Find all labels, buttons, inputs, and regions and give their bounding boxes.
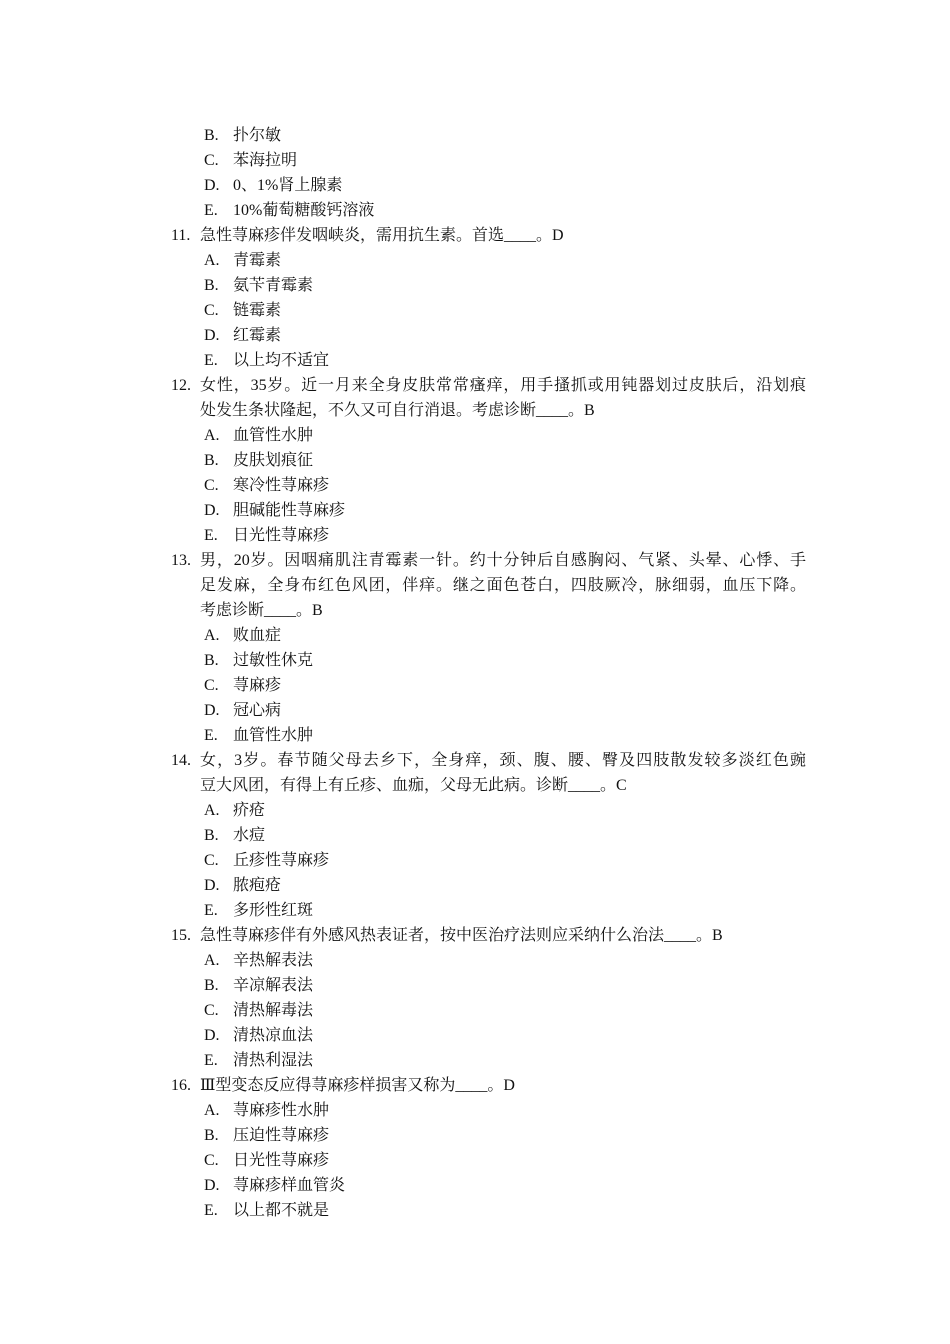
option-row <box>0 673 950 698</box>
option-letter: C. <box>204 852 219 869</box>
question-text: 女，3岁。春节随父母去乡下，全身痒，颈、腹、腰、臀及四肢散发较多淡红色豌 <box>200 752 806 769</box>
option-text: 氨苄青霉素 <box>233 277 314 294</box>
option-row <box>0 1098 950 1123</box>
question-number: 11. <box>171 227 191 244</box>
option-row <box>0 348 950 373</box>
option-letter: D. <box>204 1177 220 1194</box>
option-letter: A. <box>204 952 220 969</box>
option-text: 红霉素 <box>233 327 282 344</box>
question-text: 豆大风团，有得上有丘疹、血痂，父母无此病。诊断____。C <box>200 777 627 794</box>
document-page <box>0 123 950 1223</box>
option-letter: B. <box>204 652 219 669</box>
question-line <box>0 923 950 948</box>
option-letter: D. <box>204 177 220 194</box>
option-text: 以上都不就是 <box>233 1202 330 1219</box>
option-letter: C. <box>204 1152 219 1169</box>
option-text: 荨麻疹 <box>233 677 282 694</box>
option-row <box>0 1123 950 1148</box>
option-letter: E. <box>204 527 218 544</box>
option-text: 疥疮 <box>233 802 266 819</box>
option-row <box>0 123 950 148</box>
option-letter: B. <box>204 277 219 294</box>
option-letter: D. <box>204 327 220 344</box>
question-line <box>0 598 950 623</box>
option-letter: E. <box>204 352 218 369</box>
option-letter: B. <box>204 127 219 144</box>
option-letter: E. <box>204 1202 218 1219</box>
question-line <box>0 573 950 598</box>
option-text: 日光性荨麻疹 <box>233 527 330 544</box>
question-text: 急性荨麻疹伴有外感风热表证者，按中医治疗法则应采纳什么治法____。B <box>200 927 723 944</box>
option-text: 胆碱能性荨麻疹 <box>233 502 346 519</box>
option-row <box>0 248 950 273</box>
question-text: 处发生条状隆起，不久又可自行消退。考虑诊断____。B <box>200 402 595 419</box>
question-text: 急性荨麻疹伴发咽峡炎，需用抗生素。首选____。D <box>200 227 564 244</box>
question-text: 足发麻，全身布红色风团，伴痒。继之面色苍白，四肢厥冷，脉细弱，血压下降。 <box>200 577 806 594</box>
option-letter: A. <box>204 802 220 819</box>
option-row <box>0 273 950 298</box>
option-text: 日光性荨麻疹 <box>233 1152 330 1169</box>
question-text: Ⅲ型变态反应得荨麻疹样损害又称为____。D <box>200 1077 515 1094</box>
option-row <box>0 1023 950 1048</box>
option-letter: C. <box>204 152 219 169</box>
question-number: 13. <box>171 552 191 569</box>
option-letter: D. <box>204 702 220 719</box>
question-number: 16. <box>171 1077 191 1094</box>
question-line <box>0 223 950 248</box>
question-number: 12. <box>171 377 191 394</box>
option-letter: D. <box>204 877 220 894</box>
question-line <box>0 398 950 423</box>
option-row <box>0 1173 950 1198</box>
option-letter: A. <box>204 252 220 269</box>
option-text: 皮肤划痕征 <box>233 452 314 469</box>
option-row <box>0 973 950 998</box>
option-letter: A. <box>204 1102 220 1119</box>
option-row <box>0 298 950 323</box>
question-text: 男，20岁。因咽痛肌注青霉素一针。约十分钟后自感胸闷、气紧、头晕、心悸、手 <box>200 552 806 569</box>
option-row <box>0 173 950 198</box>
question-text: 考虑诊断____。B <box>200 602 323 619</box>
option-text: 荨麻疹样血管炎 <box>233 1177 346 1194</box>
option-row <box>0 473 950 498</box>
option-row <box>0 323 950 348</box>
option-row <box>0 523 950 548</box>
option-row <box>0 648 950 673</box>
option-row <box>0 798 950 823</box>
option-letter: C. <box>204 1002 219 1019</box>
option-row <box>0 448 950 473</box>
option-row <box>0 1048 950 1073</box>
option-text: 脓疱疮 <box>233 877 282 894</box>
option-letter: E. <box>204 1052 218 1069</box>
option-row <box>0 148 950 173</box>
option-letter: D. <box>204 1027 220 1044</box>
question-line <box>0 773 950 798</box>
option-row <box>0 998 950 1023</box>
option-text: 压迫性荨麻疹 <box>233 1127 330 1144</box>
option-text: 血管性水肿 <box>233 427 314 444</box>
option-text: 水痘 <box>233 827 266 844</box>
option-letter: C. <box>204 677 219 694</box>
option-text: 过敏性休克 <box>233 652 314 669</box>
option-text: 辛热解表法 <box>233 952 314 969</box>
option-row <box>0 698 950 723</box>
option-row <box>0 948 950 973</box>
question-line <box>0 1073 950 1098</box>
option-text: 清热利湿法 <box>233 1052 314 1069</box>
option-text: 扑尔敏 <box>233 127 282 144</box>
option-row <box>0 873 950 898</box>
option-text: 辛凉解表法 <box>233 977 314 994</box>
option-row <box>0 898 950 923</box>
option-letter: D. <box>204 502 220 519</box>
option-text: 多形性红斑 <box>233 902 314 919</box>
option-letter: A. <box>204 427 220 444</box>
option-letter: E. <box>204 727 218 744</box>
option-row <box>0 1198 950 1223</box>
option-letter: B. <box>204 977 219 994</box>
option-text: 0、1%肾上腺素 <box>233 177 343 194</box>
option-row <box>0 848 950 873</box>
option-text: 清热解毒法 <box>233 1002 314 1019</box>
option-row <box>0 723 950 748</box>
option-text: 以上均不适宜 <box>233 352 330 369</box>
option-text: 苯海拉明 <box>233 152 298 169</box>
option-row <box>0 1148 950 1173</box>
option-row <box>0 198 950 223</box>
option-letter: E. <box>204 202 218 219</box>
option-text: 10%葡萄糖酸钙溶液 <box>233 202 375 219</box>
option-row <box>0 498 950 523</box>
option-text: 青霉素 <box>233 252 282 269</box>
option-row <box>0 623 950 648</box>
option-letter: E. <box>204 902 218 919</box>
option-letter: C. <box>204 477 219 494</box>
option-text: 败血症 <box>233 627 282 644</box>
option-row <box>0 423 950 448</box>
option-row <box>0 823 950 848</box>
question-line <box>0 748 950 773</box>
option-letter: C. <box>204 302 219 319</box>
question-text: 女性，35岁。近一月来全身皮肤常常瘙痒，用手搔抓或用钝器划过皮肤后，沿划痕 <box>200 377 806 394</box>
option-text: 清热凉血法 <box>233 1027 314 1044</box>
option-letter: A. <box>204 627 220 644</box>
option-letter: B. <box>204 452 219 469</box>
option-text: 链霉素 <box>233 302 282 319</box>
question-line <box>0 373 950 398</box>
option-text: 荨麻疹性水肿 <box>233 1102 330 1119</box>
question-line <box>0 548 950 573</box>
question-number: 14. <box>171 752 191 769</box>
option-text: 寒冷性荨麻疹 <box>233 477 330 494</box>
option-text: 血管性水肿 <box>233 727 314 744</box>
option-letter: B. <box>204 1127 219 1144</box>
question-number: 15. <box>171 927 191 944</box>
option-letter: B. <box>204 827 219 844</box>
option-text: 丘疹性荨麻疹 <box>233 852 330 869</box>
option-text: 冠心病 <box>233 702 282 719</box>
